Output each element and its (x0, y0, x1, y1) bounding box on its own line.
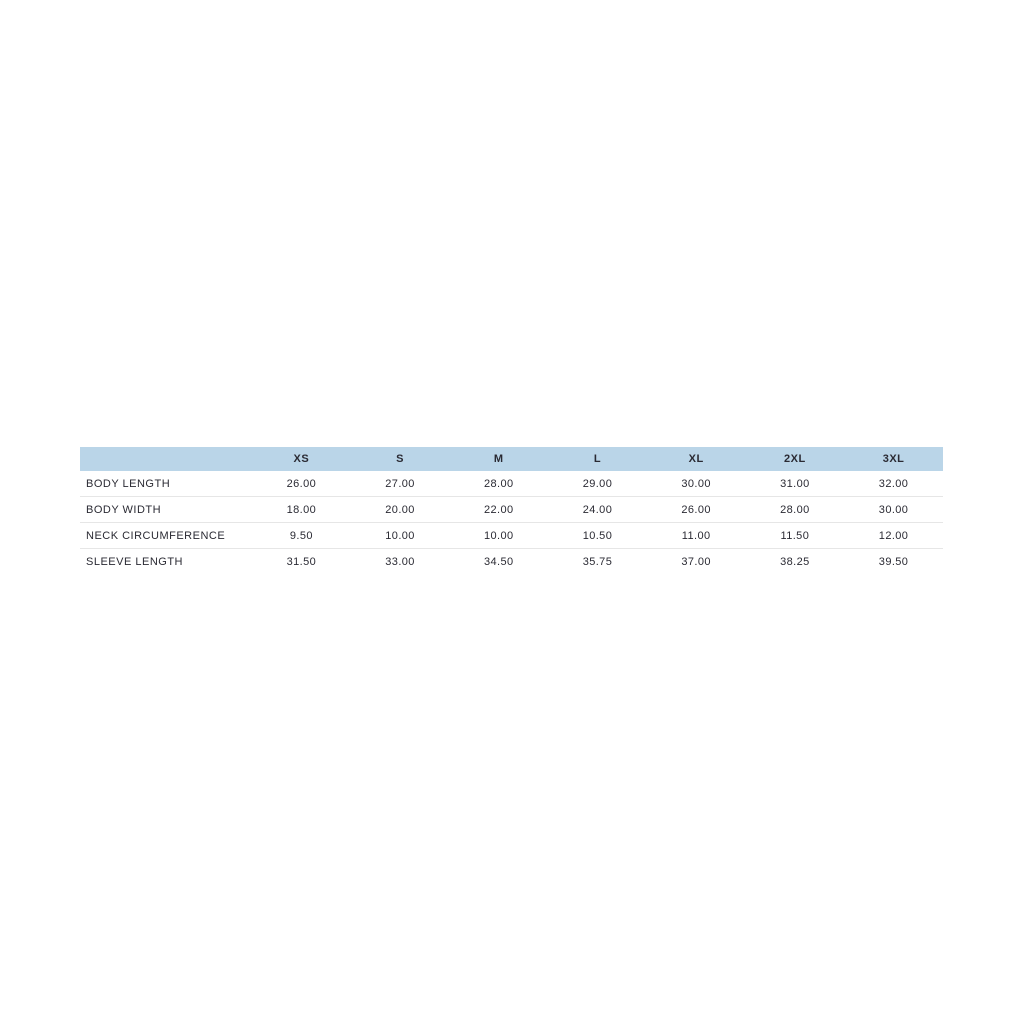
column-header-3xl: 3XL (882, 453, 905, 465)
measurement-value: 35.75 (582, 555, 613, 568)
measurement-value: 27.00 (385, 477, 415, 490)
measurement-value: 11.00 (681, 529, 711, 542)
size-chart-table (80, 447, 943, 574)
measurement-value: 22.00 (483, 503, 514, 516)
table-row (80, 549, 943, 574)
measurement-value: 10.00 (385, 529, 415, 542)
measurement-value: 28.00 (483, 477, 514, 490)
measurement-value: 18.00 (286, 503, 317, 516)
measurement-value: 39.50 (878, 555, 909, 568)
measurement-value: 11.50 (780, 529, 810, 542)
column-header-s: S (396, 453, 404, 465)
measurement-value: 29.00 (582, 477, 613, 490)
table-body (80, 471, 943, 574)
column-header-2xl: 2XL (784, 453, 806, 465)
measurement-value: 32.00 (878, 477, 909, 490)
measurement-value: 33.00 (385, 555, 415, 568)
column-header-xl: XL (688, 453, 704, 465)
measurement-value: 37.00 (681, 555, 711, 568)
table-row (80, 471, 943, 497)
measurement-value: 9.50 (289, 529, 313, 542)
measurement-value: 24.00 (582, 503, 613, 516)
measurement-value: 30.00 (681, 477, 711, 490)
measurement-value: 26.00 (681, 503, 711, 516)
measurement-value: 31.50 (286, 555, 317, 568)
column-header-l: L (593, 453, 602, 465)
row-label: SLEEVE LENGTH (86, 555, 183, 568)
row-label: BODY LENGTH (86, 477, 171, 490)
measurement-value: 30.00 (878, 503, 909, 516)
column-header-m: M (493, 453, 504, 465)
measurement-value: 20.00 (385, 503, 415, 516)
measurement-value: 38.25 (780, 555, 810, 568)
measurement-value: 31.00 (780, 477, 810, 490)
measurement-value: 10.50 (582, 529, 613, 542)
measurement-value: 28.00 (780, 503, 810, 516)
measurement-value: 12.00 (878, 529, 909, 542)
column-header-xs: XS (293, 453, 310, 465)
row-label: BODY WIDTH (86, 503, 162, 516)
table-row (80, 497, 943, 523)
measurement-value: 34.50 (483, 555, 514, 568)
row-label: NECK CIRCUMFERENCE (86, 529, 226, 542)
table-row (80, 523, 943, 549)
measurement-value: 26.00 (286, 477, 317, 490)
measurement-value: 10.00 (483, 529, 514, 542)
size-chart-header-row (80, 447, 943, 471)
